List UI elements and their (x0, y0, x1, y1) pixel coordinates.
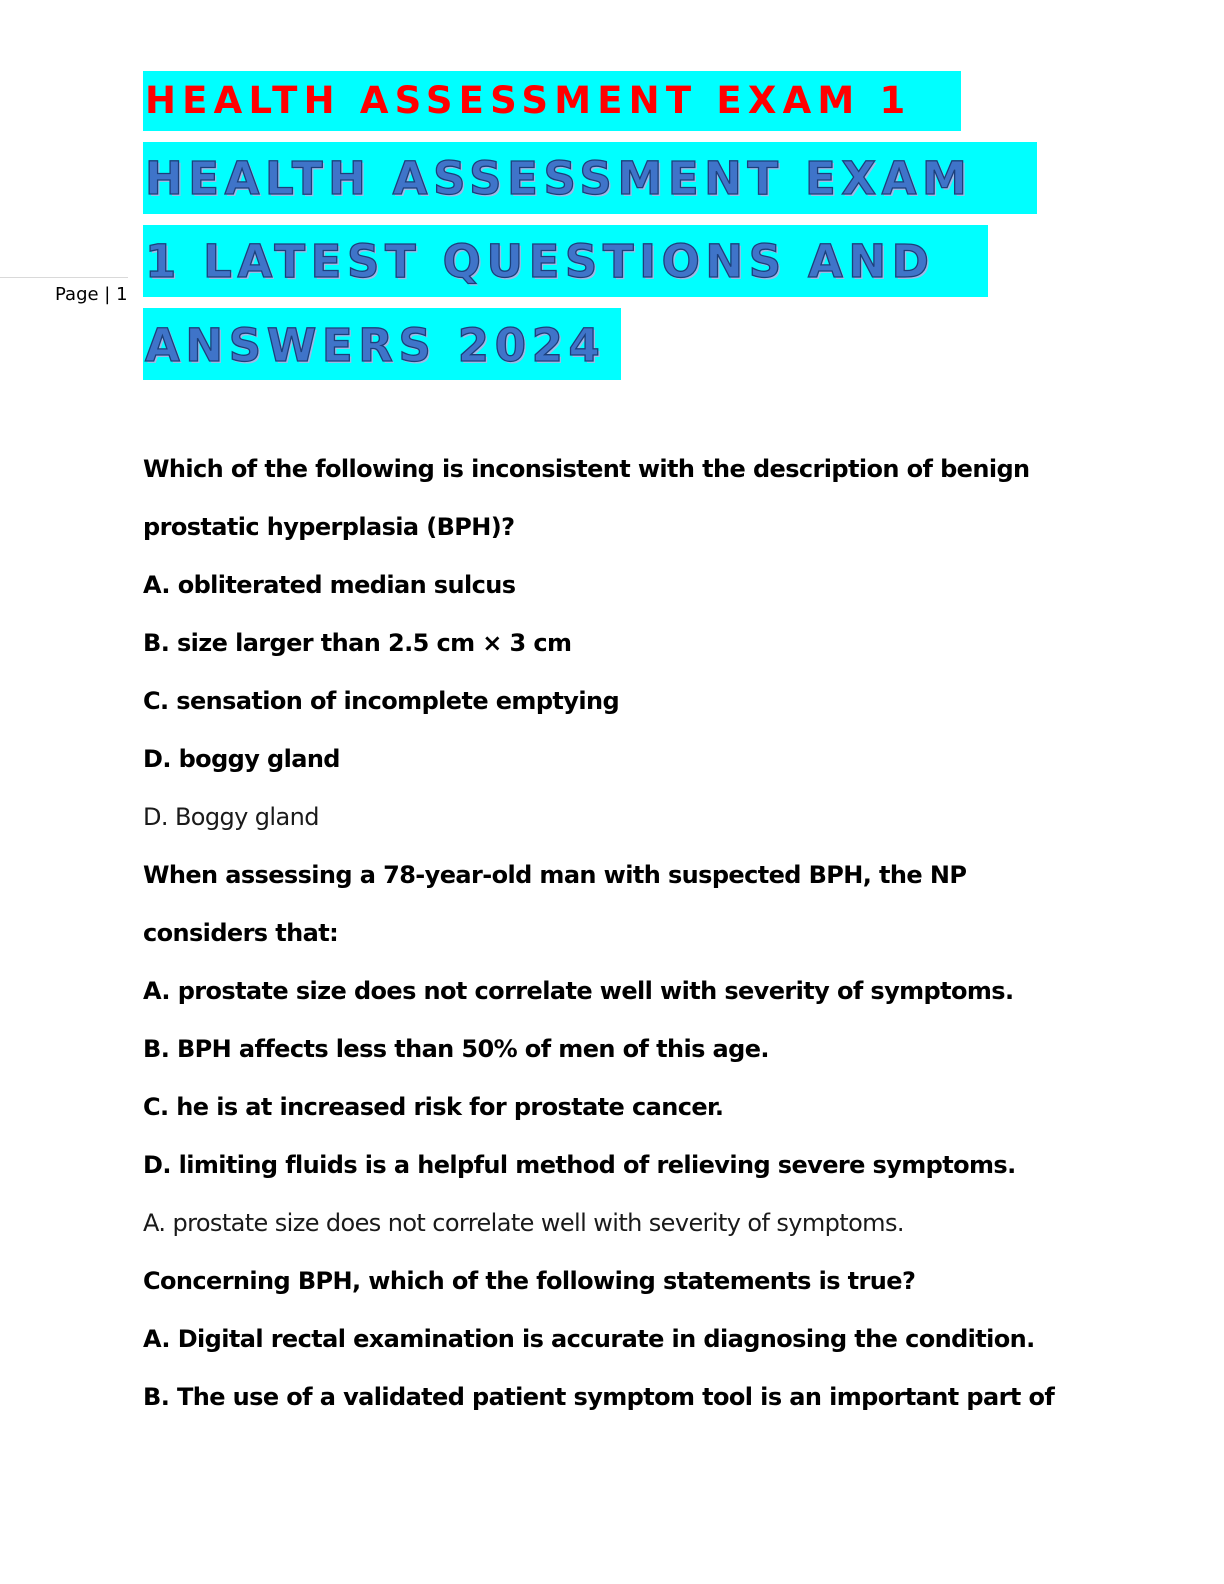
question-2-option-d: D. limiting fluids is a helpful method of relieving severe symptoms. (143, 1151, 1016, 1179)
question-2-option-b: B. BPH affects less than 50% of men of this age. (143, 1035, 769, 1063)
document-title-line-2: 1 LATEST QUESTIONS AND (143, 225, 988, 297)
document-title-red: HEALTH ASSESSMENT EXAM 1 (143, 71, 961, 131)
question-1-answer: D. Boggy gland (143, 803, 319, 831)
question-1-stem-line-2: prostatic hyperplasia (BPH)? (143, 513, 515, 541)
question-1-option-c: C. sensation of incomplete emptying (143, 687, 620, 715)
question-2-answer: A. prostate size does not correlate well with severity of symptoms. (143, 1209, 904, 1237)
question-list (143, 440, 1153, 1426)
question-2-option-c: C. he is at increased risk for prostate cancer. (143, 1093, 724, 1121)
question-2-option-a: A. prostate size does not correlate well with severity of symptoms. (143, 977, 1014, 1005)
question-1-option-d: D. boggy gland (143, 745, 340, 773)
question-1-option-a: A. obliterated median sulcus (143, 571, 516, 599)
question-1-stem-line-1: Which of the following is inconsistent with the description of benign (143, 455, 1030, 483)
question-3-option-b: B. The use of a validated patient symptom tool is an important part of (143, 1383, 1055, 1411)
question-2-stem-line-1: When assessing a 78-year-old man with suspected BPH, the NP (143, 861, 967, 889)
document-title-line-3: ANSWERS 2024 (143, 308, 621, 380)
question-3-stem-line-1: Concerning BPH, which of the following statements is true? (143, 1267, 916, 1295)
question-2-stem-line-2: considers that: (143, 919, 339, 947)
question-1-option-b: B. size larger than 2.5 cm × 3 cm (143, 629, 572, 657)
document-title-line-1: HEALTH ASSESSMENT EXAM (143, 142, 1037, 214)
page-margin-rule (0, 277, 128, 278)
question-3-option-a: A. Digital rectal examination is accurate in diagnosing the condition. (143, 1325, 1035, 1353)
page-number-label: Page | 1 (55, 284, 128, 305)
